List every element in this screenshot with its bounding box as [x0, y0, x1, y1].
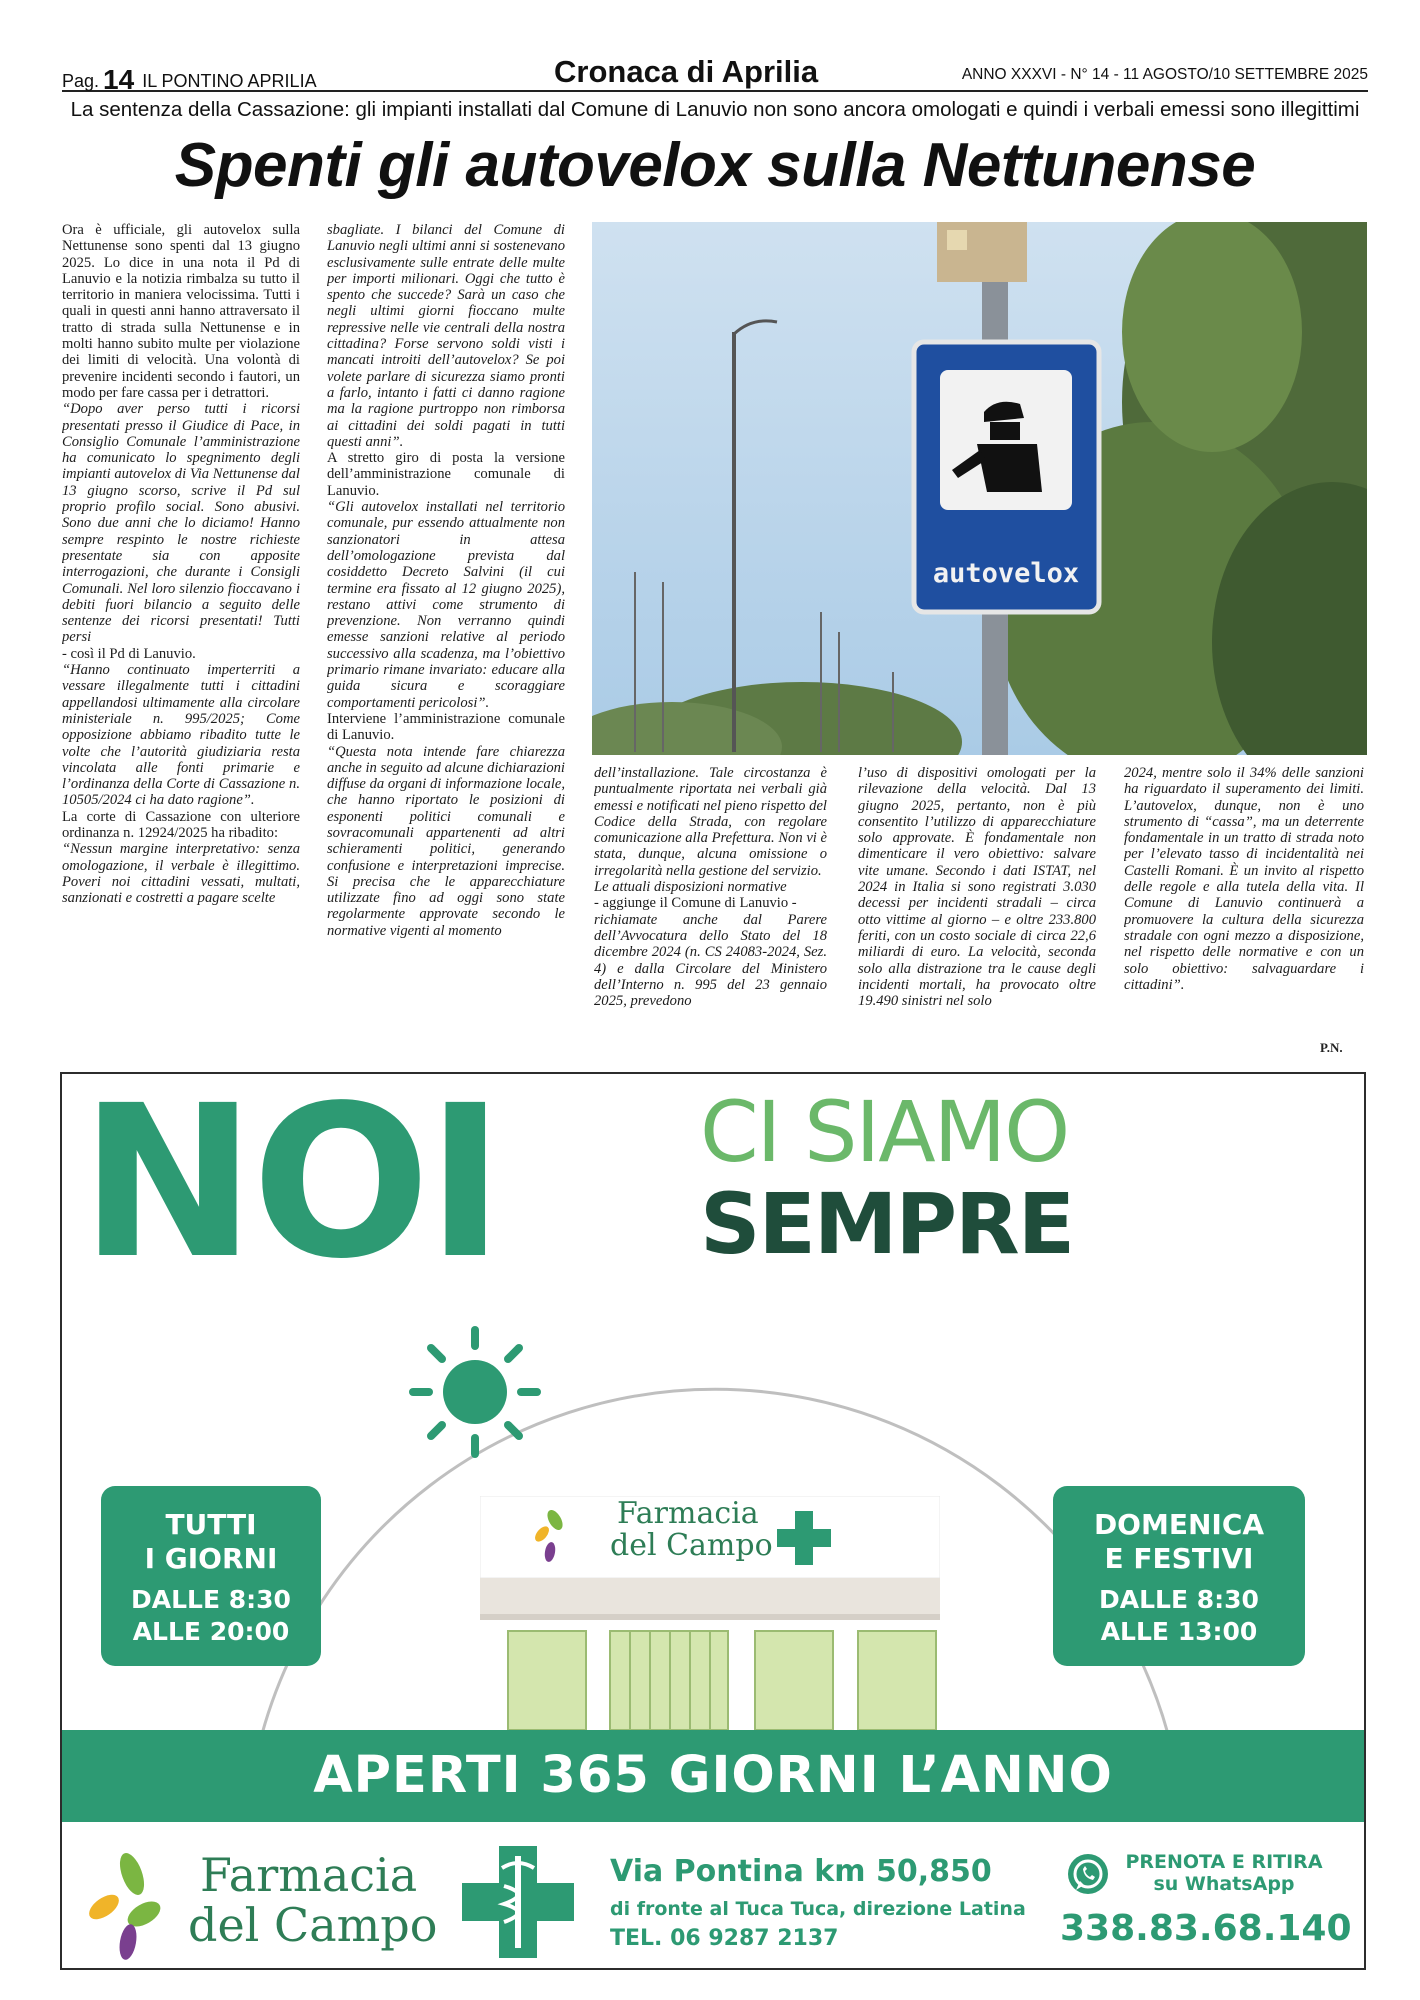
weekday-time-1: DALLE 8:30: [131, 1585, 291, 1614]
article-paragraph: “Gli autovelox installati nel territorio comunale, pur essendo attualmente non sanzionatori in attesa dell’omologazione prevista dal cosiddetto Decreto Salvini (il cui termine era fissato al 12 giugno 2025), restano attivi come strumento di prevenzione. Non verranno quindi emesse sanzioni relative al periodo successivo alla scadenza, ma l’obiettivo primario rimane invariato: educare alla guida sicura e scoraggiare comportamenti pericolosi”.: [327, 499, 565, 711]
holiday-hours-box: [1053, 1486, 1305, 1666]
article-paragraph: “Dopo aver perso tutti i ricorsi presentati presso il Giudice di Pace, in Consiglio Comunale l’amministrazione ha comunicato lo spegnimento degli impianti autovelox di Via Nettunense dal 13 giugno scorso, scrive il Pd sul proprio profilo social. Sono abusivi. Sono due anni che lo diciamo! Hanno sempre respinto le nostre richieste presentate sia con apposite interrogazioni, che durante i Consigli Comunali. Nel loro silenzio fioccavano i debiti fuori bilancio a seguito delle sentenze dei ricorsi presentati! Tutti persi: [62, 401, 300, 646]
pharmacy-name-line2: del Campo: [188, 1898, 438, 1952]
publication-name: IL PONTINO APRILIA: [142, 71, 317, 91]
page-number: 14: [103, 64, 135, 95]
holiday-time-2: ALLE 13:00: [1100, 1617, 1258, 1646]
ad-headline-sempre: SEMPRE: [700, 1175, 1074, 1273]
whatsapp-number: 338.83.68.140: [1060, 1908, 1352, 1949]
address-detail: di fronte al Tuca Tuca, direzione Latina: [610, 1898, 1026, 1920]
article-paragraph: A stretto giro di posta la versione dell’amministrazione comunale di Lanuvio.: [327, 450, 565, 499]
article-subtitle: La sentenza della Cassazione: gli impianti installati dal Comune di Lanuvio non sono ancora omologati e quindi i verbali emessi sono illegittimi: [70, 98, 1360, 121]
issue-info: ANNO XXXVI - N° 14 - 11 AGOSTO/10 SETTEMBRE 2025: [961, 66, 1368, 83]
storefront-logo-line2: del Campo: [610, 1528, 773, 1563]
article-column-1: [62, 222, 300, 1054]
section-title: Cronaca di Aprilia: [554, 54, 819, 89]
article-headline: Spenti gli autovelox sulla Nettunense: [174, 131, 1256, 200]
holiday-time-1: DALLE 8:30: [1099, 1585, 1259, 1614]
autovelox-sign-photo: [592, 222, 1367, 755]
article-column-2: [327, 222, 565, 1054]
whatsapp-label: [1114, 1851, 1334, 1895]
holiday-title-2: E FESTIVI: [1104, 1542, 1254, 1575]
article-column-3: [594, 765, 827, 1055]
article-paragraph: “Hanno continuato imperterriti a vessare illegalmente tutti i cittadini appellandosi ultimamente alla circolare ministeriale n. 995/2025; Come opposizione abbiamo ribadito tutte le volte che l’autorità giudiziaria resta vincolata alle fonti primarie e l’ordinanza della Corte di Cassazione n. 10505/2024 ci ha dato ragione”.: [62, 662, 300, 809]
article-photo: [592, 222, 1367, 755]
pharmacy-cross-icon: [462, 1846, 574, 1958]
open-365-banner: APERTI 365 GIORNI L’ANNO: [62, 1730, 1364, 1822]
phone-number: TEL. 06 9287 2137: [610, 1926, 839, 1951]
article-paragraph: 2024, mentre solo il 34% delle sanzioni ha riguardato il superamento dei limiti. L’autovelox, dunque, non è uno strumento di “cassa”, ma un deterrente fondamentale in un tratto di strada noto per l’elevato tasso di incidentalità nei Castelli Romani. È un invito al rispetto delle regole e alla tutela della vita. Il Comune di Lanuvio continuerà a promuovere la cultura della sicurezza stradale con ogni mezzo a disposizione, nel rispetto delle normative e con un solo obiettivo: salvaguardare i cittadini”.: [1124, 765, 1364, 993]
article-signature: P.N.: [1320, 1040, 1343, 1055]
address-line: Via Pontina km 50,850: [610, 1854, 992, 1889]
storefront-logo-line1: Farmacia: [617, 1496, 759, 1531]
pharmacy-name-line1: Farmacia: [200, 1848, 418, 1902]
weekday-title-1: TUTTI: [165, 1508, 257, 1541]
page-info: [62, 62, 317, 94]
ad-headline-noi: NOI: [80, 1060, 501, 1305]
ad-headline-ci-siamo: CI SIAMO: [700, 1083, 1069, 1181]
whatsapp-line-1: PRENOTA E RITIRA: [1125, 1851, 1323, 1873]
article-paragraph: Ora è ufficiale, gli autovelox sulla Nettunense sono spenti dal 13 giugno 2025. Lo dice in una nota il Pd di Lanuvio e la notizia rimbalza su tutto il territorio in maniera velocissima. Tutti i quali in questi anni hanno attraversato il tratto di strada sulla Nettunense e in molti hanno subito multe per violazione dei limiti di velocità. Una volontà di prevenire incidenti secondo i fautori, un modo per fare cassa per i detrattori.: [62, 222, 300, 401]
article-paragraph: “Nessun margine interpretativo: senza omologazione, il verbale è illegittimo. Poveri noi cittadini vessati, multati, sanzionati e costretti a pagare scelte: [62, 841, 300, 907]
whatsapp-line-2: su WhatsApp: [1153, 1873, 1295, 1895]
article-paragraph: “Questa nota intende fare chiarezza anche in seguito ad alcune dichiarazioni diffuse da organi di informazione locale, che hanno riportato le posizioni di esponenti politici comunali e sovracomunali appartenenti ad altri schieramenti politici, generando confusione e interpretazioni imprecise. Si precisa che le apparecchiature utilizzate fino ad oggi sono state regolarmente approvate secondo le normative vigenti al momento: [327, 743, 565, 939]
article-column-5: [1124, 765, 1364, 1035]
article-paragraph: - così il Pd di Lanuvio.: [62, 645, 196, 662]
article-paragraph: dell’installazione. Tale circostanza è puntualmente riportata nei verbali già emessi e notificati nel pieno rispetto del Codice della Strada, con regolare comunicazione alla Prefettura. Non vi è stata, dunque, alcuna omissione o irregolarità nella gestione del servizio.: [594, 765, 827, 879]
holiday-title-1: DOMENICA: [1093, 1508, 1265, 1541]
article-column-4: [858, 765, 1096, 1055]
article-paragraph: l’uso di dispositivi omologati per la rilevazione della velocità. Dal 13 giugno 2025, pertanto, non è più consentito l’utilizzo di apparecchiature solo approvate. È fondamentale non dimenticare il vero obiettivo: salvare vite umane. Secondo i dati ISTAT, nel 2024 in Italia si sono registrati 3.030 decessi per incidenti stradali – circa otto vittime al giorno – e oltre 233.800 feriti, con un costo sociale di circa 22,6 miliardi di euro. La velocità, seconda solo alla distrazione tra le cause degli incidenti mortali, ha provocato oltre 19.490 sinistri nel solo: [858, 765, 1096, 1010]
leaf-logo-icon: [82, 1852, 182, 1962]
weekday-hours-box: [101, 1486, 321, 1666]
article-paragraph: - aggiunge il Comune di Lanuvio -: [594, 895, 797, 912]
weekday-time-2: ALLE 20:00: [132, 1617, 290, 1646]
sun-icon: [405, 1322, 545, 1462]
article-paragraph: Le attuali disposizioni normative: [594, 879, 787, 896]
sign-text: autovelox: [932, 558, 1080, 589]
masthead: [62, 54, 1368, 95]
article-paragraph: sbagliate. I bilanci del Comune di Lanuvio negli ultimi anni si sostenevano esclusivamente sulle entrate delle multe per importi milionari. Oggi che tutto è spento che succede? Sarà un caso che negli ultimi giorni fioccano multe repressive nelle vie centrali della nostra cittadina? Forse servono soldi visti i mancati introiti dell’autovelox? Se poi volete parlare di sicurezza siamo pronti a farlo, intanto i fatti ci danno ragione ma la ragione purtroppo non rimborsa ai cittadini dei soldi pagati in tutti questi anni”.: [327, 222, 565, 450]
article-paragraph: La corte di Cassazione con ulteriore ordinanza n. 12924/2025 ha ribadito:: [62, 808, 300, 841]
article-paragraph: Interviene l’amministrazione comunale di Lanuvio.: [327, 710, 565, 744]
article-paragraph: richiamate anche dal Parere dell’Avvocatura dello Stato del 18 dicembre 2024 (n. CS 24083-2024, Sez. 4) e dalla Circolare del Ministero dell’Interno n. 995 del 23 gennaio 2025, prevedono: [594, 911, 827, 1010]
weekday-title-2: I GIORNI: [144, 1542, 278, 1575]
whatsapp-icon: [1066, 1852, 1110, 1896]
page-prefix: Pag.: [62, 71, 100, 91]
